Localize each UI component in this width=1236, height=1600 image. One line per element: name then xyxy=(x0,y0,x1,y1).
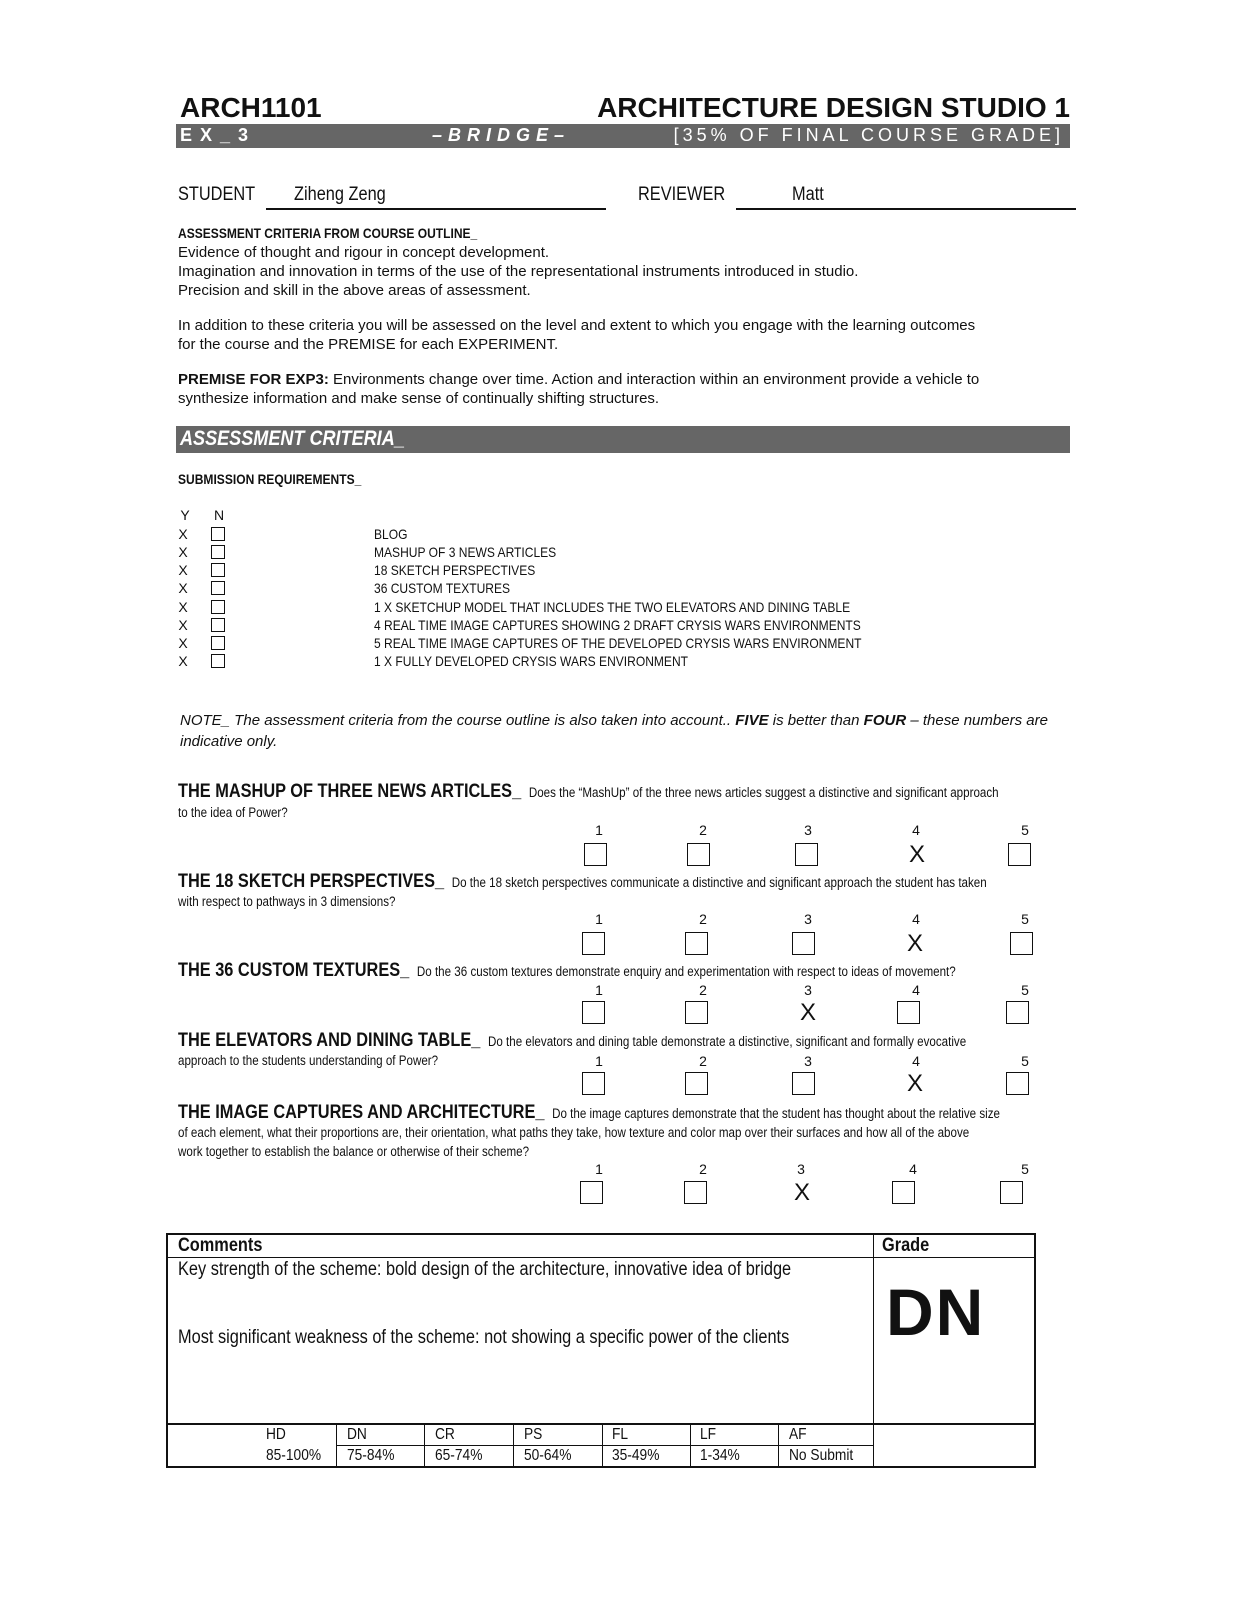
yes-mark: X xyxy=(178,580,188,596)
reviewer-label: REVIEWER xyxy=(638,184,726,205)
rating-selected-mark-4[interactable]: X xyxy=(908,841,925,868)
yes-mark: X xyxy=(178,544,188,560)
question-text: Does the “MashUp” of the three news articles suggest a distinctive and significant approach xyxy=(528,785,999,800)
scale-number: 3 xyxy=(804,982,812,998)
question-title: THE MASHUP OF THREE NEWS ARTICLES_ xyxy=(178,781,522,802)
no-checkbox[interactable] xyxy=(211,618,225,632)
no-checkbox[interactable] xyxy=(211,600,225,614)
requirement-item: 18 SKETCH PERSPECTIVES xyxy=(374,562,536,578)
outline-criteria xyxy=(178,243,858,300)
scale-number: 5 xyxy=(1021,1053,1029,1069)
scale-number: 2 xyxy=(699,982,707,998)
rating-checkbox-3[interactable] xyxy=(795,843,818,866)
question-title: THE ELEVATORS AND DINING TABLE_ xyxy=(178,1030,481,1051)
scale-code: HD xyxy=(266,1426,286,1443)
scale-number: 3 xyxy=(804,911,812,927)
scale-number: 2 xyxy=(699,822,707,838)
exercise-bar xyxy=(176,124,1070,148)
requirement-item: 1 X SKETCHUP MODEL THAT INCLUDES THE TWO ELEVATORS AND DINING TABLE xyxy=(374,599,851,615)
scale-range: 50-64% xyxy=(524,1447,572,1464)
no-checkbox[interactable] xyxy=(211,581,225,595)
scale-number: 1 xyxy=(595,822,603,838)
rating-checkbox-1[interactable] xyxy=(582,932,605,955)
course-code: ARCH1101 xyxy=(180,92,322,123)
scale-code: LF xyxy=(700,1426,717,1443)
criteria-line: Evidence of thought and rigour in concept development. xyxy=(178,244,550,261)
scale-number: 2 xyxy=(699,1161,707,1177)
rating-checkbox-2[interactable] xyxy=(685,1001,708,1024)
no-checkbox[interactable] xyxy=(211,527,225,541)
project-label: –BRIDGE– xyxy=(432,125,571,145)
question-title: THE 36 CUSTOM TEXTURES_ xyxy=(178,960,410,981)
scale-number: 3 xyxy=(804,1053,812,1069)
outline-addition: In addition to these criteria you will be assessed on the level and extent to which you engage with the learning outcomes for the course and the PREMISE for each EXPERIMENT. xyxy=(178,317,976,353)
scale-range: 85-100% xyxy=(266,1447,322,1464)
requirement-item: MASHUP OF 3 NEWS ARTICLES xyxy=(374,544,557,560)
rating-checkbox-1[interactable] xyxy=(582,1072,605,1095)
rating-selected-mark-3[interactable]: X xyxy=(793,1179,810,1206)
scale-number: 4 xyxy=(912,911,920,927)
requirement-item: 1 X FULLY DEVELOPED CRYSIS WARS ENVIRONMENT xyxy=(374,653,689,669)
scale-number: 3 xyxy=(804,822,812,838)
rating-checkbox-5[interactable] xyxy=(1006,1072,1029,1095)
scale-number: 2 xyxy=(699,911,707,927)
scale-number: 5 xyxy=(1021,822,1029,838)
no-checkbox[interactable] xyxy=(211,545,225,559)
scale-number: 1 xyxy=(595,911,603,927)
student-label: STUDENT xyxy=(178,184,256,205)
scale-number: 4 xyxy=(912,982,920,998)
yes-mark: X xyxy=(178,599,188,615)
section-bar xyxy=(176,426,1070,453)
note: NOTE_ The assessment criteria from the course outline is also taken into account.. FIVE is better than FOUR – these numbers are indicative only. xyxy=(180,712,1048,750)
scale-number: 4 xyxy=(909,1161,917,1177)
scale-range: 1-34% xyxy=(700,1447,740,1464)
question-title: THE 18 SKETCH PERSPECTIVES_ xyxy=(178,871,445,892)
scale-range: 65-74% xyxy=(435,1447,483,1464)
requirement-item: BLOG xyxy=(374,526,408,542)
scale-code: AF xyxy=(789,1426,807,1443)
criteria-line: Precision and skill in the above areas of assessment. xyxy=(178,282,531,299)
scale-number: 5 xyxy=(1021,982,1029,998)
course-title: ARCHITECTURE DESIGN STUDIO 1 xyxy=(597,92,1070,123)
rating-checkbox-5[interactable] xyxy=(1010,932,1033,955)
rating-checkbox-1[interactable] xyxy=(580,1181,603,1204)
comments-heading: Comments xyxy=(178,1235,263,1256)
rating-checkbox-2[interactable] xyxy=(687,843,710,866)
yes-mark: X xyxy=(178,635,188,651)
rating-checkbox-2[interactable] xyxy=(684,1181,707,1204)
scale-number: 5 xyxy=(1021,1161,1029,1177)
scale-number: 1 xyxy=(595,1053,603,1069)
question-text: Do the image captures demonstrate that the student has thought about the relative size xyxy=(552,1106,1001,1121)
question-text: Do the 18 sketch perspectives communicate a distinctive and significant approach the student has taken xyxy=(451,875,987,890)
weakness-comment: Most significant weakness of the scheme: not showing a specific power of the clients xyxy=(178,1327,790,1348)
scale-number: 2 xyxy=(699,1053,707,1069)
rating-checkbox-3[interactable] xyxy=(792,1072,815,1095)
premise: PREMISE FOR EXP3: Environments change over time. Action and interaction within an environment provide a vehicle to synthesize information and make sense of continually shifting structures. xyxy=(178,371,980,407)
col-n-header: N xyxy=(213,507,225,523)
scale-number: 4 xyxy=(912,1053,920,1069)
requirement-item: 4 REAL TIME IMAGE CAPTURES SHOWING 2 DRAFT CRYSIS WARS ENVIRONMENTS xyxy=(374,617,861,633)
rating-checkbox-3[interactable] xyxy=(792,932,815,955)
rating-checkbox-4[interactable] xyxy=(892,1181,915,1204)
rating-checkbox-5[interactable] xyxy=(1008,843,1031,866)
no-checkbox[interactable] xyxy=(211,563,225,577)
criteria-line: Imagination and innovation in terms of the use of the representational instruments introduced in studio. xyxy=(178,263,859,280)
strength-comment: Key strength of the scheme: bold design of the architecture, innovative idea of bridge xyxy=(178,1259,792,1280)
question-text: Do the elevators and dining table demonstrate a distinctive, significant and formally evocative xyxy=(487,1034,967,1049)
no-checkbox[interactable] xyxy=(211,636,225,650)
student-name-field xyxy=(266,184,606,210)
question-title: THE IMAGE CAPTURES AND ARCHITECTURE_ xyxy=(178,1102,545,1123)
rating-checkbox-1[interactable] xyxy=(582,1001,605,1024)
scale-code: CR xyxy=(435,1426,455,1443)
scale-code: DN xyxy=(347,1426,367,1443)
rating-checkbox-1[interactable] xyxy=(584,843,607,866)
yes-mark: X xyxy=(178,526,188,542)
question-text: Do the 36 custom textures demonstrate enquiry and experimentation with respect to ideas of movement? xyxy=(416,964,956,979)
reviewer-name: Matt xyxy=(792,184,824,205)
scale-code: FL xyxy=(612,1426,629,1443)
grade-value: DN xyxy=(886,1275,986,1349)
yes-mark: X xyxy=(178,653,188,669)
yes-mark: X xyxy=(178,562,188,578)
rating-checkbox-2[interactable] xyxy=(685,932,708,955)
scale-range: 75-84% xyxy=(347,1447,395,1464)
scale-number: 1 xyxy=(595,982,603,998)
col-y-header: Y xyxy=(180,507,190,523)
outline-heading: ASSESSMENT CRITERIA FROM COURSE OUTLINE_ xyxy=(178,225,478,241)
scale-number: 5 xyxy=(1021,911,1029,927)
rating-checkbox-5[interactable] xyxy=(1006,1001,1029,1024)
requirement-item: 5 REAL TIME IMAGE CAPTURES OF THE DEVELOPED CRYSIS WARS ENVIRONMENT xyxy=(374,635,862,651)
scale-number: 3 xyxy=(797,1161,805,1177)
grade-heading: Grade xyxy=(882,1235,930,1256)
rating-selected-mark-4[interactable]: X xyxy=(906,930,923,957)
scale-number: 4 xyxy=(912,822,920,838)
rating-checkbox-5[interactable] xyxy=(1000,1181,1023,1204)
exercise-label: EX_3 xyxy=(180,125,257,145)
requirement-item: 36 CUSTOM TEXTURES xyxy=(374,580,511,596)
rating-selected-mark-3[interactable]: X xyxy=(799,999,816,1026)
scale-range: No Submit xyxy=(789,1447,854,1464)
section-title: ASSESSMENT CRITERIA_ xyxy=(180,427,405,450)
weight-label: [35% OF FINAL COURSE GRADE] xyxy=(673,125,1064,145)
student-name: Ziheng Zeng xyxy=(294,184,386,205)
rating-selected-mark-4[interactable]: X xyxy=(906,1070,923,1097)
scale-code: PS xyxy=(524,1426,543,1443)
scale-range: 35-49% xyxy=(612,1447,660,1464)
reviewer-name-field xyxy=(736,184,1076,210)
premise-label: PREMISE FOR EXP3: xyxy=(178,371,329,388)
no-checkbox[interactable] xyxy=(211,654,225,668)
rating-checkbox-2[interactable] xyxy=(685,1072,708,1095)
submission-heading: SUBMISSION REQUIREMENTS_ xyxy=(178,471,362,487)
scale-number: 1 xyxy=(595,1161,603,1177)
rating-checkbox-4[interactable] xyxy=(897,1001,920,1024)
yes-mark: X xyxy=(178,617,188,633)
